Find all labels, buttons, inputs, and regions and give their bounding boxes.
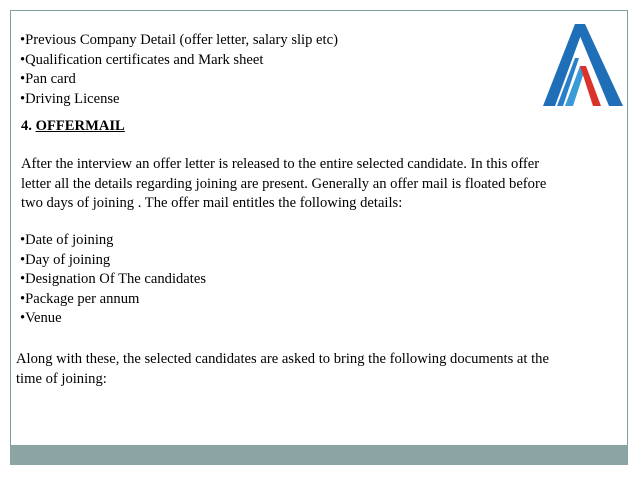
company-logo-icon [535, 18, 630, 108]
list-item: •Day of joining [20, 251, 111, 268]
document-list [20, 31, 338, 109]
list-item: •Driving License [20, 90, 120, 107]
list-item: •Date of joining [20, 232, 114, 248]
offer-paragraph [21, 155, 546, 214]
paragraph-line: time of joining: [16, 370, 107, 387]
footer-bar [10, 445, 628, 465]
offer-details-list [20, 231, 206, 329]
paragraph-line: two days of joining . The offer mail entitles the following details: [21, 195, 403, 211]
section-heading [21, 117, 125, 137]
list-item: •Package per annum [20, 290, 140, 307]
paragraph-line: Along with these, the selected candidates are asked to bring the following documents at the [16, 351, 549, 367]
list-item: •Qualification certificates and Mark sheet [20, 51, 264, 68]
list-item: •Designation Of The candidates [20, 271, 206, 287]
section-number: 4. [21, 118, 32, 134]
section-title: OFFERMAIL [35, 118, 125, 134]
documents-paragraph [16, 350, 549, 389]
list-item: •Venue [20, 310, 62, 326]
paragraph-line: letter all the details regarding joining are present. Generally an offer mail is floated before [21, 175, 547, 192]
paragraph-line: After the interview an offer letter is released to the entire selected candidate. In this offer [21, 156, 540, 172]
list-item: •Previous Company Detail (offer letter, salary slip etc) [20, 32, 338, 48]
list-item: •Pan card [20, 71, 76, 87]
